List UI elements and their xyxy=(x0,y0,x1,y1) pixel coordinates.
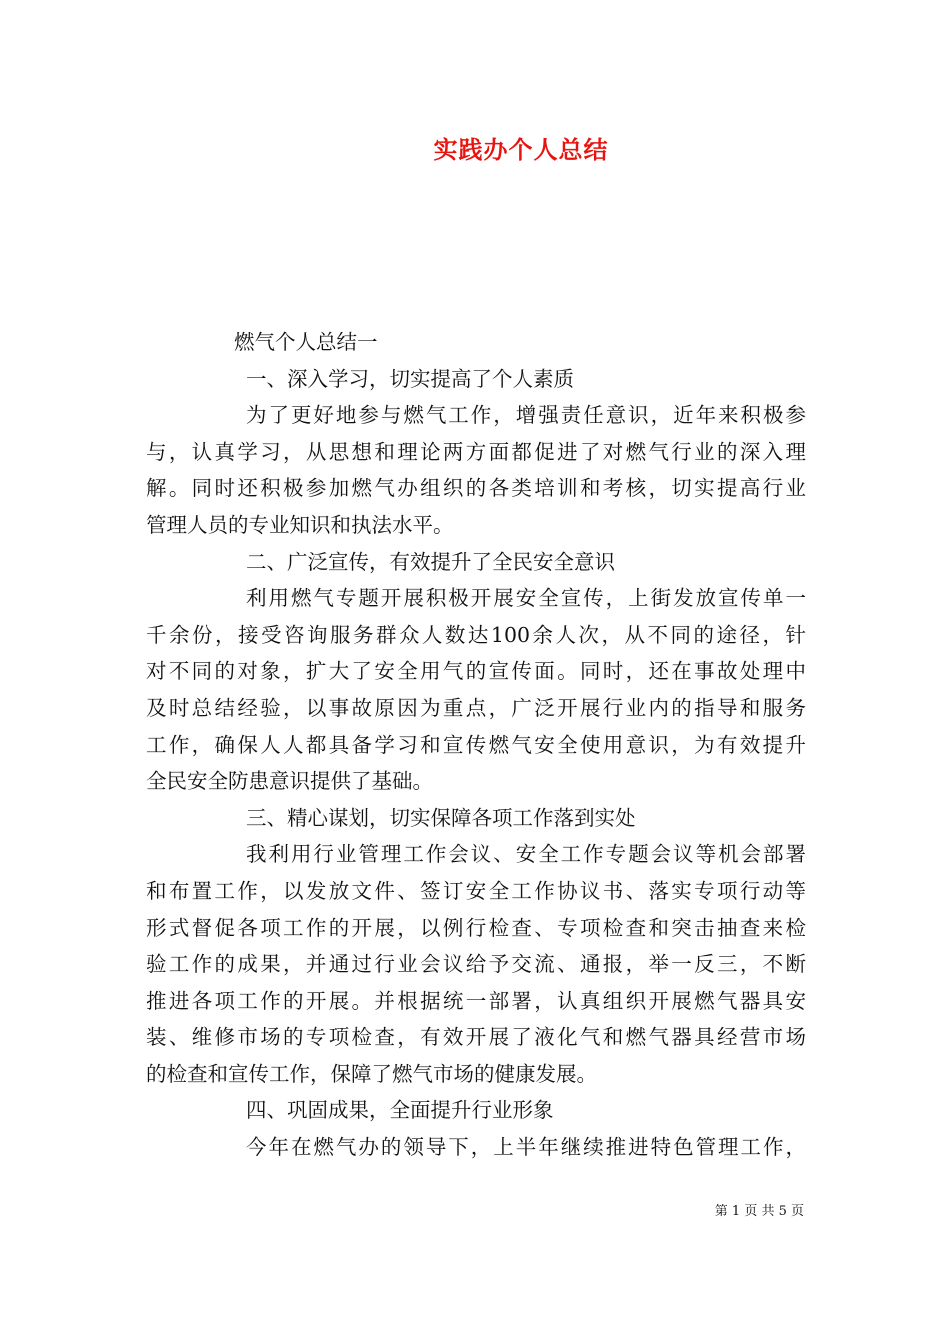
paragraph-line: 和布置工作，以发放文件、签订安全工作协议书、落实专项行动等 xyxy=(146,878,806,903)
section-heading-2: 二、广泛宣传，有效提升了全民安全意识 xyxy=(246,549,615,574)
paragraph-line: 及时总结经验，以事故原因为重点，广泛开展行业内的指导和服务 xyxy=(146,695,806,720)
document-title: 实践办个人总结 xyxy=(433,135,609,164)
paragraph-line: 利用燃气专题开展积极开展安全宣传，上街发放宣传单一 xyxy=(246,586,806,611)
page-number-footer: 第 1 页 共 5 页 xyxy=(714,1204,804,1219)
document-body xyxy=(146,324,806,1166)
paragraph-line: 验工作的成果，并通过行业会议给予交流、通报，举一反三，不断 xyxy=(146,952,806,977)
paragraph-line: 工作，确保人人都具备学习和宣传燃气安全使用意识，为有效提升 xyxy=(146,732,806,757)
section-heading-3: 三、精心谋划，切实保障各项工作落到实处 xyxy=(246,805,636,830)
paragraph-line: 对不同的对象，扩大了安全用气的宣传面。同时，还在事故处理中 xyxy=(146,659,806,684)
paragraph-line: 与，认真学习，从思想和理论两方面都促进了对燃气行业的深入理 xyxy=(146,439,806,464)
paragraph-line: 千余份，接受咨询服务群众人数达100余人次，从不同的途径，针 xyxy=(146,622,806,647)
paragraph-line: 推进各项工作的开展。并根据统一部署，认真组织开展燃气器具安 xyxy=(146,988,806,1013)
paragraph-line: 全民安全防患意识提供了基础。 xyxy=(146,769,433,794)
paragraph-line: 为了更好地参与燃气工作，增强责任意识，近年来积极参 xyxy=(246,403,806,428)
paragraph-line: 装、维修市场的专项检查，有效开展了液化气和燃气器具经营市场 xyxy=(146,1025,806,1050)
section-intro-heading: 燃气个人总结一 xyxy=(234,330,378,354)
paragraph-line: 我利用行业管理工作会议、安全工作专题会议等机会部署 xyxy=(246,842,806,867)
paragraph-line: 解。同时还积极参加燃气办组织的各类培训和考核，切实提高行业 xyxy=(146,476,806,501)
paragraph-line: 管理人员的专业知识和执法水平。 xyxy=(146,512,454,537)
paragraph-line: 今年在燃气办的领导下，上半年继续推进特色管理工作， xyxy=(246,1135,806,1160)
section-heading-4: 四、巩固成果，全面提升行业形象 xyxy=(246,1098,554,1123)
paragraph-line: 的检查和宣传工作，保障了燃气市场的健康发展。 xyxy=(146,1061,597,1086)
section-heading-1: 一、深入学习，切实提高了个人素质 xyxy=(246,366,574,391)
paragraph-line: 形式督促各项工作的开展，以例行检查、专项检查和突击抽查来检 xyxy=(146,915,806,940)
